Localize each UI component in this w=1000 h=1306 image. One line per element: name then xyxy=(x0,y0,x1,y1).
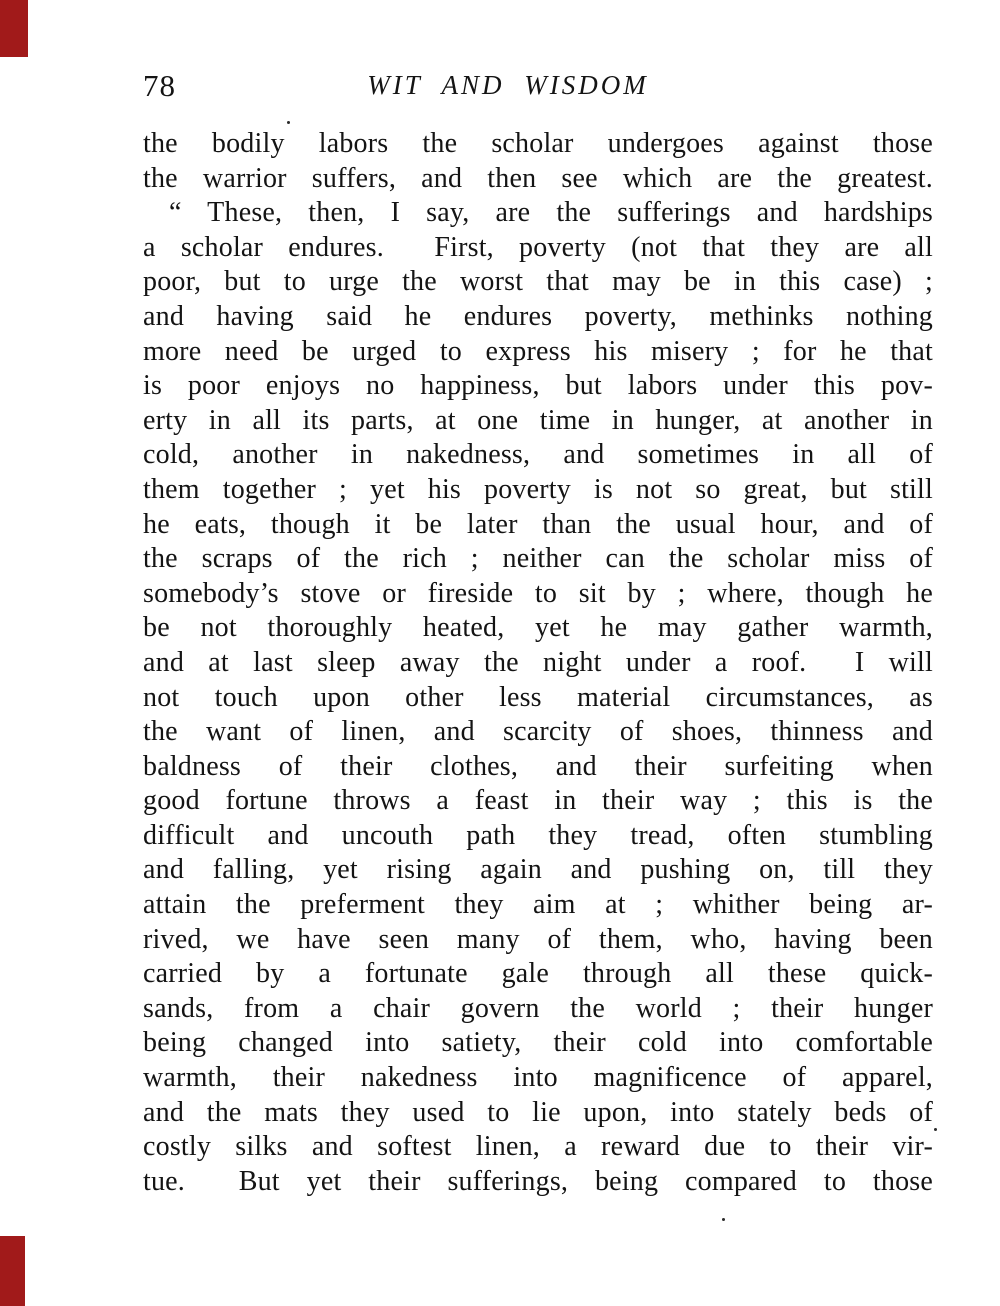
page-header xyxy=(143,66,933,110)
text-line: attain the preferment they aim at ; whither being ar- xyxy=(143,889,933,921)
text-line: cold, another in nakedness, and sometimes in all of xyxy=(143,439,933,471)
text-line: more need be urged to express his misery ; for he that xyxy=(143,335,933,367)
text-line: being changed into satiety, their cold into comfortable xyxy=(143,1027,933,1059)
text-line: the want of linen, and scarcity of shoes, thinness and xyxy=(143,716,933,748)
ink-speck xyxy=(722,1218,725,1221)
text-line: somebody’s stove or fireside to sit by ; where, though he xyxy=(143,577,933,609)
text-line: not touch upon other less material circumstances, as xyxy=(143,681,933,713)
text-line: be not thoroughly heated, yet he may gather warmth, xyxy=(143,612,933,644)
text-line: sands, from a chair govern the world ; their hunger xyxy=(143,992,933,1024)
text-line: the scraps of the rich ; neither can the scholar miss of xyxy=(143,543,933,575)
text-line: a scholar endures. First, poverty (not that they are all xyxy=(143,231,933,263)
text-line: carried by a fortunate gale through all these quick- xyxy=(143,958,933,990)
text-line: rived, we have seen many of them, who, having been xyxy=(143,923,933,955)
text-line: the bodily labors the scholar undergoes against those xyxy=(143,128,933,159)
text-line: warmth, their nakedness into magnificence of apparel, xyxy=(143,1062,933,1094)
text-line: difficult and uncouth path they tread, often stumbling xyxy=(143,819,933,851)
page-number: 78 xyxy=(143,68,176,103)
text-line: he eats, though it be later than the usual hour, and of xyxy=(143,508,933,540)
text-line: and falling, yet rising again and pushing on, till they xyxy=(143,854,933,886)
text-line: and the mats they used to lie upon, into stately beds of xyxy=(143,1096,933,1128)
text-line: poor, but to urge the worst that may be in this case) ; xyxy=(143,266,933,298)
text-line: baldness of their clothes, and their surfeiting when xyxy=(143,750,933,782)
ink-speck xyxy=(934,1128,937,1131)
scan-mark-top-left xyxy=(0,0,28,57)
text-line: costly silks and softest linen, a reward due to their vir- xyxy=(143,1131,933,1163)
text-line: and having said he endures poverty, methinks nothing xyxy=(143,300,933,332)
scan-mark-bottom-left xyxy=(0,1236,25,1306)
text-line: the warrior suffers, and then see which are the greatest. xyxy=(143,162,933,194)
text-line: “ These, then, I say, are the sufferings and hardships xyxy=(169,197,933,229)
text-block xyxy=(143,127,933,1199)
ink-speck xyxy=(287,121,290,124)
text-line: is poor enjoys no happiness, but labors under this pov- xyxy=(143,370,933,402)
text-line: good fortune throws a feast in their way ; this is the xyxy=(143,785,933,817)
text-line: them together ; yet his poverty is not so great, but still xyxy=(143,473,933,505)
running-title: WIT AND WISDOM xyxy=(367,70,649,100)
text-line: tue. But yet their sufferings, being compared to those xyxy=(143,1165,933,1197)
text-line: erty in all its parts, at one time in hunger, at another in xyxy=(143,404,933,436)
text-line: and at last sleep away the night under a roof. I will xyxy=(143,646,933,678)
